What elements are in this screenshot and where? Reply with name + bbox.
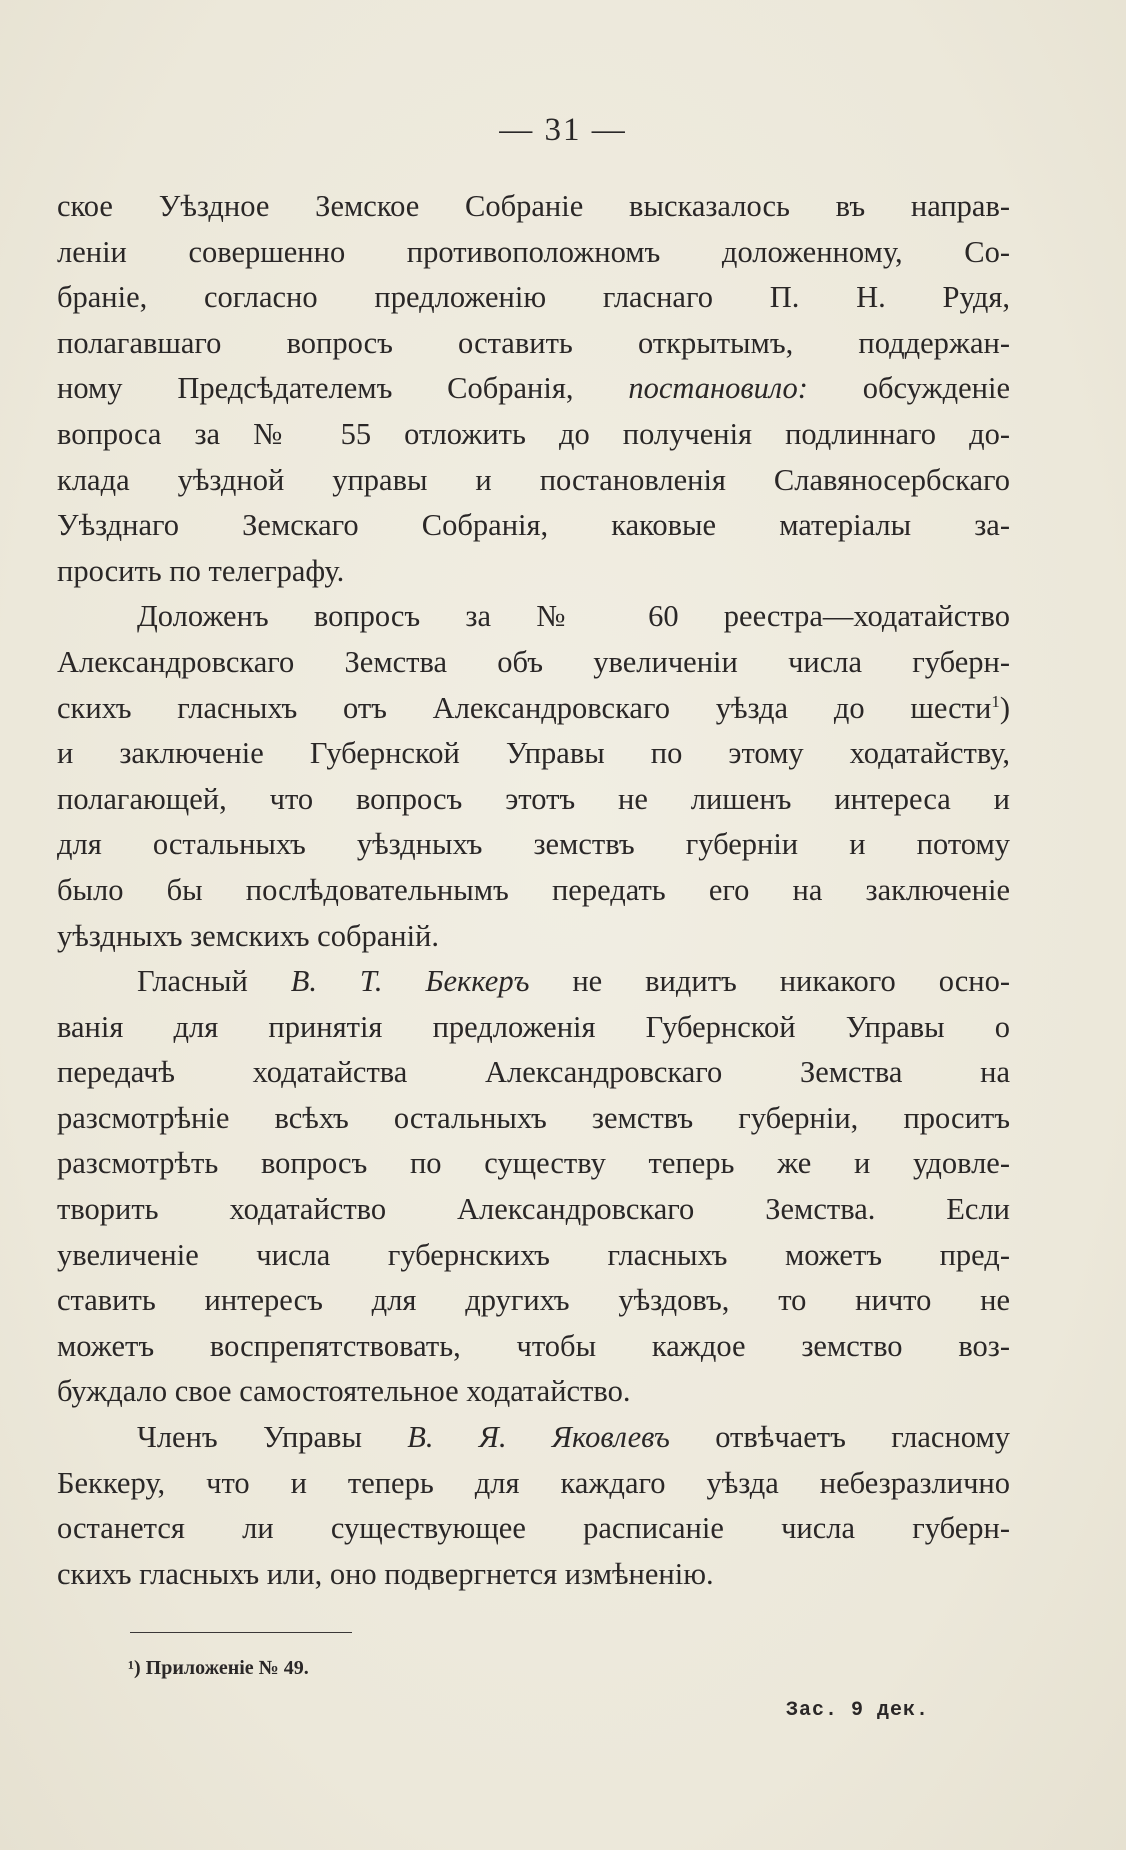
text-line: скихъ гласныхъ или, оно подвергнется измѣненію. <box>57 1556 714 1591</box>
text-line: останется ли существующее расписаніе числа губерн- <box>57 1511 1010 1546</box>
text-line: скихъ гласныхъ отъ Александровскаго уѣзда до шести$^1$) <box>57 690 1010 725</box>
text-line: ному Предсѣдателемъ Собранія, постановило: обсужденіе <box>57 371 1010 406</box>
text-line: разсмотрѣть вопросъ по существу теперь же и удовле- <box>57 1146 1010 1181</box>
text-line: буждало свое самостоятельное ходатайство. <box>57 1374 631 1409</box>
text-line: леніи совершенно противоположномъ доложенному, Со- <box>57 234 1010 269</box>
text-line: Александровскаго Земства объ увеличеніи числа губерн- <box>57 644 1010 679</box>
text-line: полагающей, что вопросъ этотъ не лишенъ интереса и <box>57 781 1010 816</box>
text-line: ставить интересъ для другихъ уѣздовъ, то ничто не <box>57 1283 1010 1318</box>
text-line: просить по телеграфу. <box>57 553 345 588</box>
text-line: Членъ Управы В. Я. Яковлевъ отвѣчаетъ гласному <box>137 1420 1010 1455</box>
text-line: творить ходатайство Александровскаго Земства. Если <box>57 1192 1010 1227</box>
text-line: для остальныхъ уѣздныхъ земствъ губерніи и потому <box>57 827 1010 862</box>
body-text <box>57 184 1010 1597</box>
text-line: ское Уѣздное Земское Собраніе высказалось въ направ- <box>57 189 1010 223</box>
text-line: передачѣ ходатайства Александровскаго Земства на <box>57 1055 1010 1090</box>
footnote-divider <box>130 1632 352 1633</box>
paragraph-2 <box>57 594 1010 959</box>
text-line: увеличеніе числа губернскихъ гласныхъ можетъ пред- <box>57 1237 1010 1272</box>
text-line: разсмотрѣніе всѣхъ остальныхъ земствъ губерніи, проситъ <box>57 1100 1010 1135</box>
text-line: Доложенъ вопросъ за № 60 реестра—ходатайство <box>137 599 1010 634</box>
text-line: Уѣзднаго Земскаго Собранія, каковые матеріалы за- <box>57 508 1010 543</box>
text-line: и заключеніе Губернской Управы по этому ходатайству, <box>57 736 1010 771</box>
text-line: уѣздныхъ земскихъ собраній. <box>57 918 440 953</box>
footnote: ¹) Приложеніе № 49. <box>128 1657 309 1679</box>
text-line: ванія для принятія предложенія Губернской Управы о <box>57 1009 1010 1044</box>
page-number: — 31 — <box>499 112 627 148</box>
text-line: браніе, согласно предложенію гласнаго П. Н. Рудя, <box>57 280 1010 315</box>
text-line: вопроса за № 55 отложить до полученія подлиннаго до- <box>57 416 1010 451</box>
text-line: можетъ воспрепятствовать, чтобы каждое земство воз- <box>57 1328 1010 1363</box>
paragraph-4 <box>57 1415 1010 1597</box>
signature-mark: Зас. 9 дек. <box>786 1699 930 1722</box>
paragraph-1 <box>57 184 1010 594</box>
text-line: клада уѣздной управы и постановленія Славяносербскаго <box>57 462 1010 497</box>
text-line: было бы послѣдовательнымъ передать его на заключеніе <box>57 872 1010 907</box>
text-line: Гласный В. Т. Беккеръ не видитъ никакого осно- <box>137 964 1011 999</box>
text-line: полагавшаго вопросъ оставить открытымъ, поддержан- <box>57 325 1010 360</box>
paragraph-3 <box>57 959 1010 1415</box>
text-line: Беккеру, что и теперь для каждаго уѣзда небезразлично <box>57 1465 1010 1500</box>
